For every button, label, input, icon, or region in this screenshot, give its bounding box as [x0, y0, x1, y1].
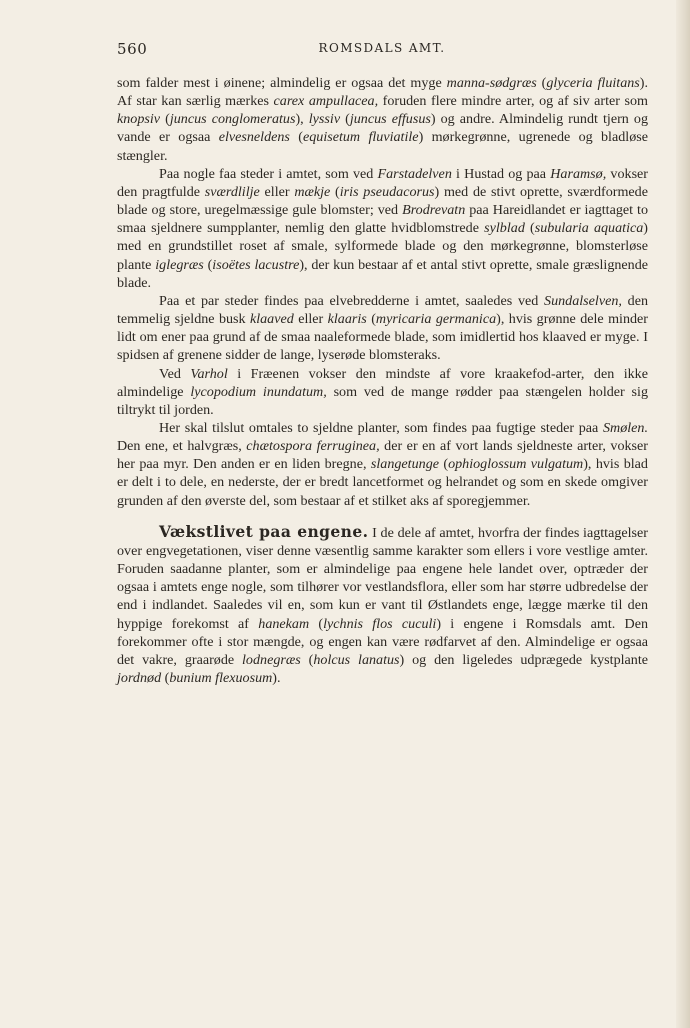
text-run: ) og den ligeledes udprægede kystplante [399, 651, 649, 668]
text-run: ( [161, 670, 170, 686]
text-run: ( [309, 615, 324, 632]
text-run: ( [300, 651, 314, 668]
text-run: ) med de stivt oprette, sværdformede blade og store, uregelmæssige gule blomster; ved [117, 183, 648, 219]
italic-term: Varhol [190, 365, 228, 382]
text-run: Den ene, et halvgræs, [117, 438, 247, 455]
text-run: som ved de mange rødder paa stængelen holder sig tiltrykt til jorden. [117, 383, 648, 418]
text-run: paa Hareidlandet er iagttaget to smaa sjeldnere sumpplanter, nemlig den glatte hvidblomstrede [117, 202, 648, 237]
text-run: ( [340, 111, 350, 128]
italic-term: iglegræs [155, 256, 204, 273]
text-run: den temmelig sjeldne busk [117, 292, 648, 328]
text-run: eller [259, 183, 295, 200]
text-run: ( [160, 111, 170, 128]
italic-term: manna-sødgræs [446, 75, 537, 91]
text-run: der er en af vort lands sjeldneste arter, vokser her paa myr. Den anden er en liden bregne, [117, 438, 648, 473]
text-run: ( [524, 220, 535, 237]
italic-term: myricaria germanica [375, 311, 497, 328]
text-run: ). [272, 670, 281, 686]
text-run: ( [289, 129, 303, 146]
italic-term: knopsiv [117, 111, 161, 128]
italic-term: equisetum fluviatile [302, 129, 419, 146]
italic-term: glyceria fluitans [546, 75, 640, 91]
italic-term: isoëtes lacustre [212, 256, 300, 273]
page-body [117, 74, 648, 687]
italic-term: slangetunge [370, 456, 439, 473]
italic-term: klaaris [327, 311, 367, 328]
page-edge [676, 0, 690, 1028]
text-run: ), hvis grønne dele minder lidt om ener paa grund af de smaa naaleformede blade, som imidlertid hos klaaved er myge. I spidsen af grenene sidder de lange, lyserøde blomsteraks. [117, 311, 648, 364]
text-run: ( [536, 75, 547, 91]
italic-term: iris pseudacorus [339, 183, 435, 200]
text-run: eller [293, 311, 328, 328]
text-run: ( [439, 456, 449, 473]
italic-term: elvesneldens [218, 129, 290, 146]
text-run: ) og andre. Almindelig rundt tjern og vande er ogsaa [117, 111, 648, 146]
text-run: som falder mest i øinene; almindelig er ogsaa det myge [117, 75, 447, 91]
text-run: foruden flere mindre arter, og af siv arter som [378, 93, 648, 110]
italic-term: sylblad [484, 220, 525, 237]
text-run: ( [203, 256, 213, 273]
italic-term: klaaved [249, 311, 294, 328]
italic-term: Smølen. [602, 419, 648, 436]
italic-term: Brodrevatn [402, 202, 466, 219]
text-run: Ved [159, 365, 191, 382]
italic-term: lyssiv [308, 111, 341, 128]
text-run: ) med en grundstillet roset af smale, sylformede blade og den mørkegrønne, blomsterløse plante [117, 220, 648, 273]
running-title: ROMSDALS AMT. [318, 41, 446, 55]
italic-term: Farstadelven [377, 165, 452, 182]
italic-term: juncus effusus [349, 111, 431, 128]
italic-term: mækje [294, 183, 331, 200]
italic-term: lychnis flos cuculi [323, 615, 437, 632]
section-paragraph [117, 523, 648, 687]
text-run: Paa nogle faa steder i amtet, som ved [159, 165, 378, 182]
italic-term: holcus lanatus [313, 651, 400, 668]
paragraph [117, 74, 648, 165]
text-run: i Fræenen vokser den mindste af vore kraakefod-arter, den ikke almindelige [117, 365, 648, 400]
paragraph [117, 419, 648, 510]
text-run: vokser den pragtfulde [117, 165, 648, 200]
text-run: ). Af star kan særlig mærkes [117, 75, 649, 110]
italic-term: jordnød [117, 670, 162, 686]
italic-term: carex ampullacea, [273, 93, 379, 110]
italic-term: subularia aquatica [534, 220, 644, 237]
italic-term: ophioglossum vulgatum [448, 456, 584, 473]
paragraph [117, 292, 648, 365]
text-run: i Hustad og paa [451, 165, 551, 182]
italic-term: Haramsø, [550, 165, 607, 182]
italic-term: chætospora ferruginea, [246, 438, 380, 455]
italic-term: bunium flexuosum [169, 670, 273, 686]
italic-term: sværdlilje [204, 183, 260, 200]
italic-term: hanekam [258, 615, 310, 632]
text-run: ), hvis blad er delt i to dele, en nederste, der er bredt lancetformet og helrandet og som en skede omgiver grunden af den øverste del, som bestaar af et stilket aks af sporegjemmer. [117, 456, 648, 509]
section-heading: Vækstlivet paa engene. [159, 521, 369, 541]
text-run: Paa et par steder findes paa elvebredderne i amtet, saaledes ved [159, 292, 545, 309]
text-run: ) i engene i Romsdals amt. Den forekommer ofte i stor mængde, og engen kan være rødfarvet af den. Almindelige er ogsaa det vakre, graarøde [117, 615, 649, 668]
italic-term: lycopodium inundatum, [190, 383, 327, 400]
text-run: ( [330, 183, 340, 200]
text-run: Her skal tilslut omtales to sjeldne planter, som findes paa fugtige steder paa [159, 419, 603, 436]
page-header [117, 40, 647, 60]
text-run: ( [366, 311, 376, 328]
page-number: 560 [117, 40, 148, 58]
text-run: ), der kun bestaar af et antal stivt oprette, smale græslignende blade. [117, 256, 649, 291]
italic-term: Sundalselven, [544, 292, 622, 309]
paragraph [117, 365, 648, 419]
italic-term: lodnegræs [242, 651, 301, 668]
section-text [117, 525, 648, 686]
italic-term: juncus conglomeratus [169, 111, 296, 128]
text-run: ), [295, 111, 309, 128]
text-run: ) mørkegrønne, ugrenede og bladløse stængler. [117, 129, 648, 164]
paragraph [117, 165, 648, 292]
text-run: I de dele af amtet, hvorfra der findes iagttagelser over engvegetationen, viser denne væsentlig samme karakter som ellers i vore vestlige amter. Foruden saadanne planter, som er almindelige paa engene hele landet over, optræder der ogsaa i amtets enge nogle, som tilhører vor vestlandsflora, eller som har større udbredelse der end i indlandet. Saaledes vil en, som kun er vant til Østlandets enge, lægge mærke til den hyppige forekomst af [117, 524, 648, 632]
